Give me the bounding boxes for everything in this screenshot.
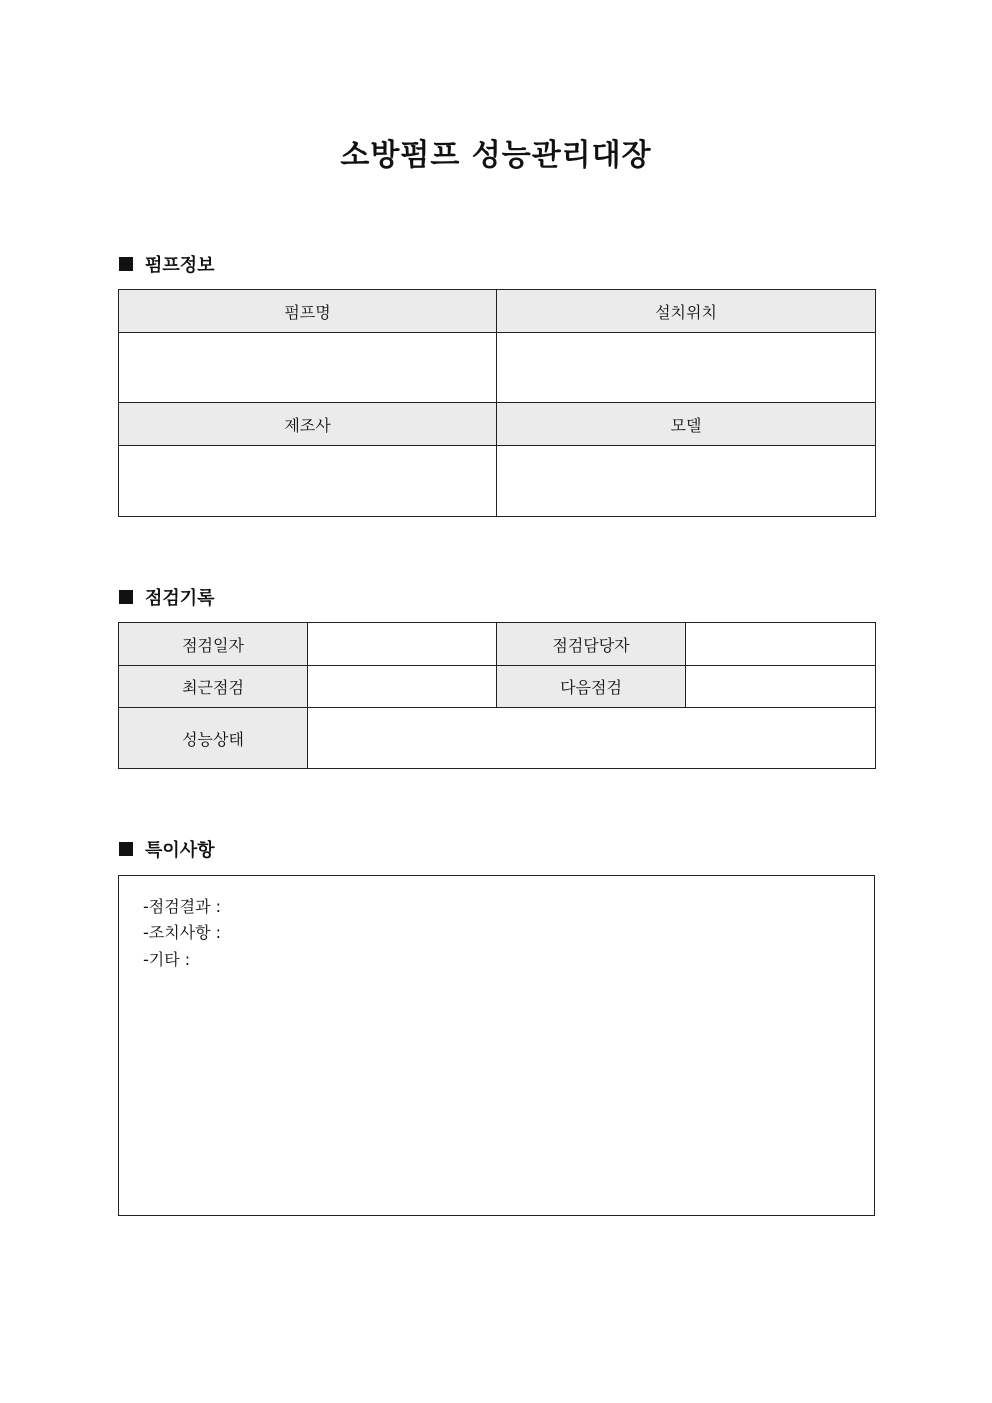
performance-status-label: 성능상태: [119, 708, 308, 769]
notes-line-action: -조치사항 :: [143, 923, 222, 942]
square-bullet-icon: [119, 257, 133, 271]
section-heading-label: 펌프정보: [145, 255, 215, 276]
inspection-table: [118, 622, 876, 769]
model-label: 모델: [497, 403, 876, 446]
section-heading-label: 점검기록: [145, 588, 215, 609]
next-inspection-label: 다음점검: [497, 666, 686, 708]
notes-line-other: -기타 :: [143, 950, 191, 969]
section-heading-label: 특이사항: [145, 840, 215, 861]
location-label: 설치위치: [497, 290, 876, 333]
pump-name-field[interactable]: [119, 333, 497, 403]
pump-name-label: 펌프명: [119, 290, 497, 333]
inspection-date-field[interactable]: [308, 623, 497, 666]
notes-line-result: -점검결과 :: [143, 897, 222, 916]
notes-textarea[interactable]: [118, 875, 875, 1216]
page-title: 소방펌프 성능관리대장: [340, 138, 652, 173]
inspector-label: 점검담당자: [497, 623, 686, 666]
manufacturer-label: 제조사: [119, 403, 497, 446]
square-bullet-icon: [119, 842, 133, 856]
inspector-field[interactable]: [686, 623, 876, 666]
pump-info-table: [118, 289, 876, 517]
location-field[interactable]: [497, 333, 876, 403]
inspection-date-label: 점검일자: [119, 623, 308, 666]
recent-inspection-label: 최근점검: [119, 666, 308, 708]
manufacturer-field[interactable]: [119, 446, 497, 517]
performance-status-field[interactable]: [308, 708, 876, 769]
recent-inspection-field[interactable]: [308, 666, 497, 708]
model-field[interactable]: [497, 446, 876, 517]
section-heading-inspection: [119, 585, 215, 609]
next-inspection-field[interactable]: [686, 666, 876, 708]
section-heading-notes: [119, 837, 215, 861]
section-heading-pump-info: [119, 252, 215, 276]
square-bullet-icon: [119, 590, 133, 604]
